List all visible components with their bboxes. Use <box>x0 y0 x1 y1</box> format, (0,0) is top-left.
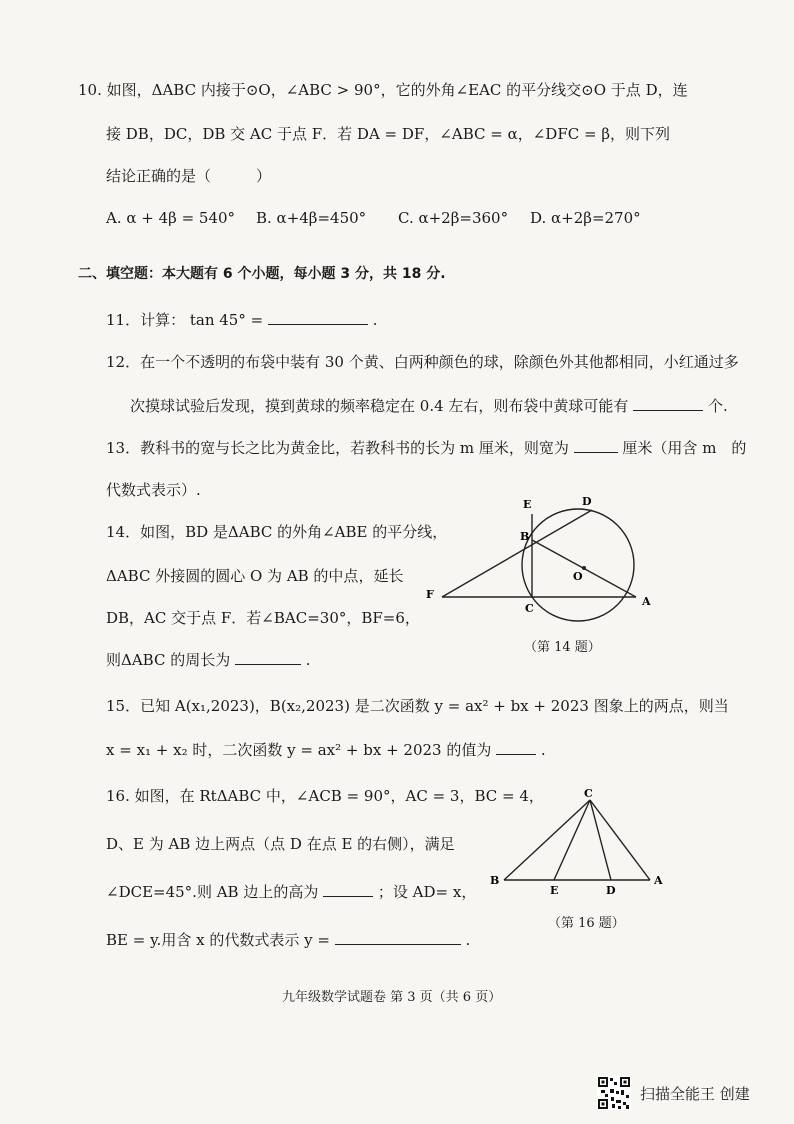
section-heading: 二、填空题：本大题有 6 个小题，每小题 3 分，共 18 分. <box>78 266 446 282</box>
q13-answer-blank <box>574 438 618 453</box>
label-d: D <box>606 884 616 896</box>
label-c: C <box>525 602 534 615</box>
q14-line3: DB，AC 交于点 F．若∠BAC=30°，BF=6， <box>106 609 420 627</box>
q10-option-a: A. α + 4β = 540° <box>106 209 236 227</box>
q13-line2: 代数式表示）. <box>106 481 201 499</box>
label-b: B <box>520 530 530 543</box>
q13-prompt: 13．教科书的宽与长之比为黄金比，若教科书的长为 m 厘米，则宽为 <box>106 439 569 457</box>
q14-line2: ΔABC 外接圆的圆心 O 为 AB 的中点，延长 <box>106 567 404 585</box>
q12-end: 个. <box>707 397 728 415</box>
segment-ca <box>590 800 650 880</box>
q12-prompt: 次摸球试验后发现，摸到黄球的频率稳定在 0.4 左右，则布袋中黄球可能有 <box>130 397 629 415</box>
label-e: E <box>523 498 532 511</box>
q12-answer-blank <box>633 396 703 411</box>
label-e: E <box>550 884 559 896</box>
q16-prompt-a: ∠DCE=45°.则 AB 边上的高为 <box>106 883 319 901</box>
q10-option-c: C. α+2β=360° <box>398 209 509 227</box>
q12-line1: 12．在一个不透明的布袋中装有 30 个黄、白两种颜色的球，除颜色外其他都相同，小红通过多 <box>106 353 739 371</box>
figure-16-caption: （第 16 题） <box>548 916 625 931</box>
label-a: A <box>642 595 651 608</box>
q16-prompt-c: BE = y.用含 x 的代数式表示 y = <box>106 931 330 949</box>
q16-line1: 16. 如图，在 RtΔABC 中，∠ACB = 90°，AC = 3，BC = 4， <box>106 787 544 805</box>
scanner-watermark: 扫描全能王 创建 <box>640 1085 750 1103</box>
qr-code-icon <box>597 1076 631 1110</box>
q16-expression-blank <box>335 930 461 945</box>
q10-line3: 结论正确的是（ ） <box>106 167 272 185</box>
segment-ce <box>554 800 590 880</box>
figure-14-caption: （第 14 题） <box>524 640 601 655</box>
segment-bc <box>504 800 590 880</box>
q11-text <box>106 310 378 330</box>
q14-end: . <box>305 651 311 669</box>
label-a: A <box>654 874 663 887</box>
label-f: F <box>426 588 434 601</box>
q11-end: . <box>372 311 378 329</box>
segment-cd <box>590 800 611 880</box>
q16-end: . <box>465 931 471 949</box>
q14-prompt: 则ΔABC 的周长为 <box>106 651 231 669</box>
q16-height-blank <box>323 882 373 897</box>
q14-line4 <box>106 650 311 670</box>
center-dot <box>582 566 586 570</box>
q15-line1: 15．已知 A(x₁,2023)，B(x₂,2023) 是二次函数 y = ax² + bx + 2023 图象上的两点，则当 <box>106 697 729 715</box>
q14-line1: 14．如图，BD 是ΔABC 的外角∠ABE 的平分线， <box>106 523 448 541</box>
q14-answer-blank <box>235 650 301 665</box>
q10-option-d: D. α+2β=270° <box>530 209 641 227</box>
label-o: O <box>573 570 583 583</box>
q11-prompt: 11．计算： tan 45° = <box>106 311 264 329</box>
q10-line2: 接 DB，DC，DB 交 AC 于点 F．若 DA = DF，∠ABC = α，∠DFC = β，则下列 <box>106 125 670 143</box>
q13-end: 厘米（用含 m 的 <box>622 439 747 457</box>
q15-answer-blank <box>496 740 536 755</box>
q15-line2 <box>106 740 546 760</box>
q15-prompt: x = x₁ + x₂ 时，二次函数 y = ax² + bx + 2023 的值为 <box>106 741 492 759</box>
q11-answer-blank <box>268 310 368 325</box>
label-d: D <box>582 495 592 508</box>
q10-option-b: B. α+4β=450° <box>256 209 367 227</box>
page-footer: 九年级数学试题卷 第 3 页（共 6 页） <box>282 990 502 1005</box>
label-c: C <box>584 787 593 800</box>
q13-line1 <box>106 438 746 458</box>
q15-end: . <box>540 741 546 759</box>
q16-line3 <box>106 882 476 902</box>
q16-line4 <box>106 930 470 950</box>
label-b: B <box>490 874 500 887</box>
figure-14 <box>420 488 670 623</box>
q16-line2: D、E 为 AB 边上两点（点 D 在点 E 的右侧），满足 <box>106 835 455 853</box>
q16-prompt-b: ；设 AD= x， <box>377 883 477 901</box>
figure-16 <box>486 786 676 896</box>
q10-line1: 10. 如图，ΔABC 内接于⊙O，∠ABC > 90°，它的外角∠EAC 的平分线交⊙O 于点 D，连 <box>78 81 688 99</box>
segment-fd <box>442 510 592 597</box>
q12-line2 <box>130 396 728 416</box>
